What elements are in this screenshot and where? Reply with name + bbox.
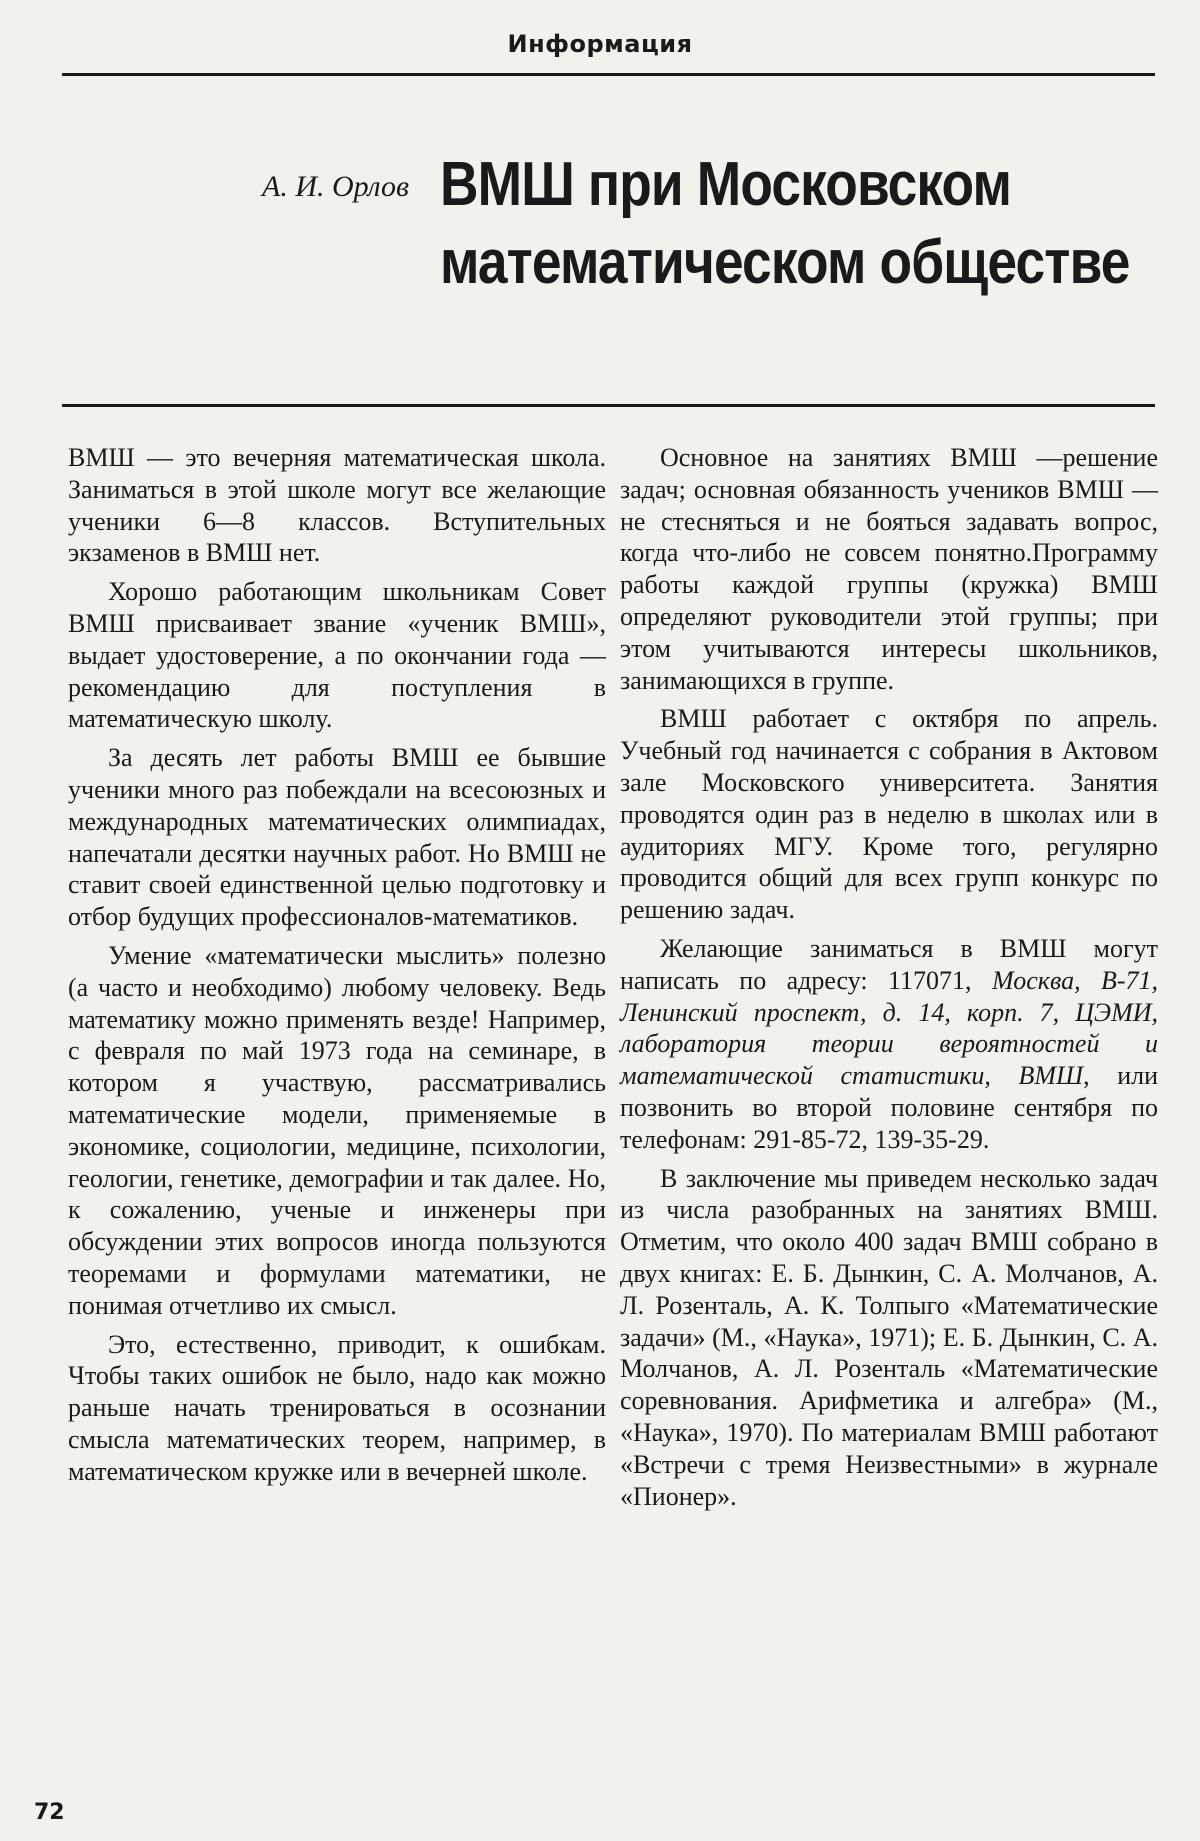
paragraph: За десять лет работы ВМШ ее бывшие ученики много раз побеждали на всесоюзных и международных математических олимпиадах, напечатали десятки научных работ. Но ВМШ не ставит своей единственной целью подготовку и отбор будущих профессионалов-математиков.: [68, 743, 606, 932]
paragraph: Это, естественно, приводит, к ошибкам. Чтобы таких ошибок не было, надо как можно раньше начать тренироваться в осознании смысла математических теорем, например, в математическом кружке или в вечерней школе.: [68, 1329, 606, 1486]
contacts-phones: , или позвонить во второй половине сентября по телефонам: 291-85-72, 139-35-29.: [620, 1061, 1158, 1154]
title-divider: [62, 404, 1155, 407]
title-line-1: ВМШ при Московском: [440, 150, 1012, 219]
paragraph: Хорошо работающим школьникам Совет ВМШ присваивает звание «ученик ВМШ», выдает удостоверение, а по окончании года — рекомендацию для поступления в математическую школу.: [68, 577, 606, 734]
postal-address: Москва, В-71, Ленинский проспект, д. 14, корп. 7, ЦЭМИ, лаборатория теории вероятностей и математической статистики, ВМШ: [620, 965, 1159, 1091]
page-number: 72: [34, 1800, 65, 1825]
paragraph: В заключение мы приведем несколько задач из числа разобранных на занятиях ВМШ. Отметим, что около 400 задач ВМШ собрано в двух книгах: Е. Б. Дынкин, С. А. Молчанов, А. Л. Розенталь, А. К. Толпыго «Математические задачи» (М., «Наука», 1971); Е. Б. Дынкин, С. А. Молчанов, А. Л. Розенталь «Математические соревнования. Арифметика и алгебра» (М., «Наука», 1970). По материалам ВМШ работают «Встречи с тремя Неизвестными» в журнале «Пионер».: [620, 1163, 1158, 1511]
contacts-intro: Желающие заниматься в ВМШ могут написать по адресу: 117071,: [620, 933, 1158, 995]
paragraph: Умение «математически мыслить» полезно (а часто и необходимо) любому человеку. Ведь математику можно применять везде! Например, с февраля по май 1973 года на семинаре, в котором я участвую, рассматривались математические модели, применяемые в экономике, социологии, медицине, психологии, геологии, генетике, демографии и так далее. Но, к сожалению, ученые и инженеры при обсуждении этих вопросов иногда пользуются теоремами и формулами математики, не понимая отчетливо их смысл.: [68, 940, 606, 1320]
paragraph: Основное на занятиях ВМШ —решение задач; основная обязанность учеников ВМШ — не стесняться и не бояться задавать вопрос, когда что-либо не совсем понятно.Программу работы каждой группы (кружка) ВМШ определяют руководители этой группы; при этом учитываются интересы школьников, занимающихся в группе.: [620, 443, 1158, 695]
top-divider: [62, 73, 1155, 76]
paragraph-contacts: [620, 933, 1158, 1156]
article-author: А. И. Орлов: [262, 170, 409, 203]
paragraph: ВМШ — это вечерняя математическая школа. Заниматься в этой школе могут все желающие ученики 6—8 классов. Вступительных экзаменов в ВМШ нет.: [68, 443, 606, 568]
paragraph: ВМШ работает с октября по апрель. Учебный год начинается с собрания в Актовом зале Московского университета. Занятия проводятся один раз в неделю в школах или в аудиториях МГУ. Кроме того, регулярно проводится общий для всех групп конкурс по решению задач.: [620, 704, 1158, 925]
right-column: [620, 442, 1158, 1519]
section-label: Информация: [507, 30, 693, 58]
title-line-2: математическом обществе: [440, 228, 1130, 297]
left-column: [68, 442, 606, 1495]
article-title: [440, 146, 1130, 302]
